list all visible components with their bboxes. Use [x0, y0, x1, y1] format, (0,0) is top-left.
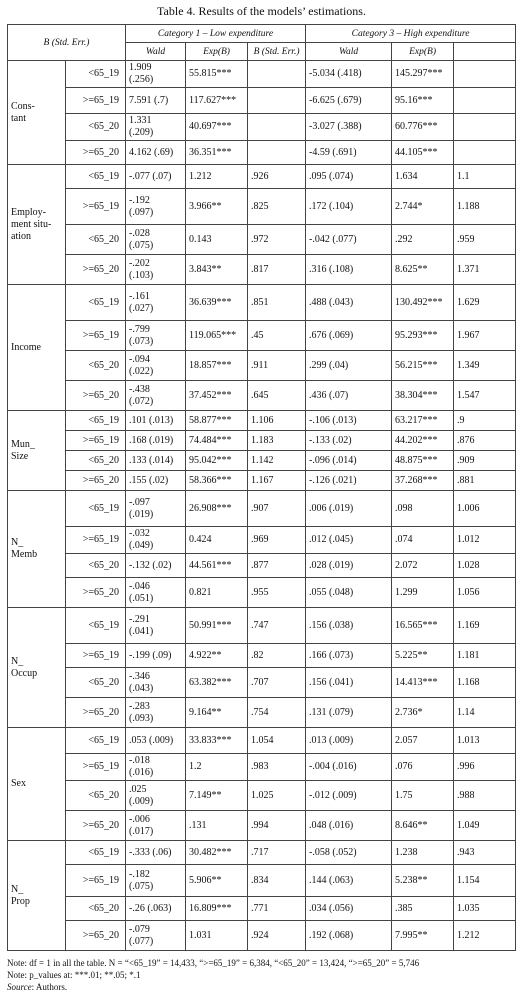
- variable-name: Income: [8, 285, 66, 411]
- table-cell: [248, 88, 306, 114]
- category3-header: Category 3 – High expenditure: [306, 25, 516, 43]
- table-cell: 119.065***: [186, 321, 248, 351]
- table-cell: 16.565***: [392, 608, 454, 644]
- table-cell: 26.908***: [186, 491, 248, 527]
- table-cell: 5.906**: [186, 865, 248, 897]
- table-cell: .192 (.068): [306, 921, 392, 951]
- table-cell: -.012 (.009): [306, 781, 392, 811]
- group-label: <65_19: [66, 165, 126, 189]
- table-cell: 55.815***: [186, 61, 248, 88]
- table-cell: 1.028: [454, 554, 516, 578]
- table-cell: 44.561***: [186, 554, 248, 578]
- table-row: [8, 114, 516, 141]
- table-cell: [248, 141, 306, 165]
- table-cell: .881: [454, 471, 516, 491]
- table-cell: 30.482***: [186, 841, 248, 865]
- group-label: <65_20: [66, 897, 126, 921]
- table-cell: .747: [248, 608, 306, 644]
- table-cell: 1.14: [454, 698, 516, 728]
- table-cell: .82: [248, 644, 306, 668]
- table-row: [8, 897, 516, 921]
- table-cell: .012 (.045): [306, 527, 392, 554]
- table-cell: 0.143: [186, 225, 248, 255]
- table-cell: 1.035: [454, 897, 516, 921]
- table-cell: -.291 (.041): [126, 608, 186, 644]
- table-cell: -.097 (.019): [126, 491, 186, 527]
- table-cell: .098: [392, 491, 454, 527]
- table-cell: -.004 (.016): [306, 754, 392, 781]
- table-cell: 8.646**: [392, 811, 454, 841]
- category1-header: Category 1 – Low expenditure: [126, 25, 306, 43]
- table-cell: 1.634: [392, 165, 454, 189]
- table-cell: .156 (.038): [306, 608, 392, 644]
- table-cell: .834: [248, 865, 306, 897]
- table-cell: -4.59 (.691): [306, 141, 392, 165]
- table-row: [8, 578, 516, 608]
- table-cell: .074: [392, 527, 454, 554]
- table-cell: -.094 (.022): [126, 351, 186, 381]
- table-cell: -.042 (.077): [306, 225, 392, 255]
- table-row: [8, 668, 516, 698]
- group-label: >=65_20: [66, 578, 126, 608]
- table-cell: -.161 (.027): [126, 285, 186, 321]
- table-row: [8, 411, 516, 431]
- group-label: >=65_19: [66, 88, 126, 114]
- notes: [7, 957, 523, 993]
- table-cell: .144 (.063): [306, 865, 392, 897]
- table-row: [8, 381, 516, 411]
- table-cell: .034 (.056): [306, 897, 392, 921]
- table-cell: 1.168: [454, 668, 516, 698]
- table-cell: [454, 114, 516, 141]
- group-label: <65_19: [66, 491, 126, 527]
- table-cell: 37.268***: [392, 471, 454, 491]
- table-cell: 1.967: [454, 321, 516, 351]
- table-cell: 1.006: [454, 491, 516, 527]
- source-label: Source: [7, 982, 32, 992]
- group-label: >=65_20: [66, 255, 126, 285]
- table-cell: 1.547: [454, 381, 516, 411]
- table-cell: .771: [248, 897, 306, 921]
- table-cell: .754: [248, 698, 306, 728]
- table-cell: [454, 61, 516, 88]
- table-cell: -.133 (.02): [306, 431, 392, 451]
- table-row: [8, 431, 516, 451]
- table-cell: 38.304***: [392, 381, 454, 411]
- table-cell: 1.75: [392, 781, 454, 811]
- table-cell: .131: [186, 811, 248, 841]
- table-cell: .299 (.04): [306, 351, 392, 381]
- table-cell: -.202 (.103): [126, 255, 186, 285]
- col-expb-3: Exp(B): [392, 43, 454, 61]
- group-label: >=65_20: [66, 811, 126, 841]
- table-cell: 18.857***: [186, 351, 248, 381]
- group-label: <65_20: [66, 351, 126, 381]
- table-cell: -5.034 (.418): [306, 61, 392, 88]
- group-label: >=65_19: [66, 865, 126, 897]
- group-label: >=65_19: [66, 431, 126, 451]
- table-cell: .851: [248, 285, 306, 321]
- table-cell: .877: [248, 554, 306, 578]
- table-cell: .924: [248, 921, 306, 951]
- table-row: [8, 255, 516, 285]
- table-cell: .156 (.041): [306, 668, 392, 698]
- table-cell: -.096 (.014): [306, 451, 392, 471]
- table-cell: 1.629: [454, 285, 516, 321]
- table-row: [8, 754, 516, 781]
- table-row: [8, 527, 516, 554]
- table-cell: 3.843**: [186, 255, 248, 285]
- group-label: >=65_19: [66, 754, 126, 781]
- group-label: >=65_20: [66, 698, 126, 728]
- table-cell: 2.744*: [392, 189, 454, 225]
- table-cell: 2.072: [392, 554, 454, 578]
- table-cell: .717: [248, 841, 306, 865]
- table-cell: 1.1: [454, 165, 516, 189]
- group-label: <65_20: [66, 114, 126, 141]
- table-cell: -.346 (.043): [126, 668, 186, 698]
- table-cell: 1.2: [186, 754, 248, 781]
- table-cell: 2.736*: [392, 698, 454, 728]
- table-cell: 1.188: [454, 189, 516, 225]
- table-cell: 56.215***: [392, 351, 454, 381]
- table-cell: 1.167: [248, 471, 306, 491]
- table-cell: 36.351***: [186, 141, 248, 165]
- table-cell: 7.995**: [392, 921, 454, 951]
- table-cell: 2.057: [392, 728, 454, 754]
- col-wald-1: Wald: [126, 43, 186, 61]
- table-cell: .876: [454, 431, 516, 451]
- table-cell: 44.105***: [392, 141, 454, 165]
- table-cell: 5.238**: [392, 865, 454, 897]
- table-cell: -.058 (.052): [306, 841, 392, 865]
- table-cell: .926: [248, 165, 306, 189]
- table-row: [8, 189, 516, 225]
- group-label: <65_19: [66, 61, 126, 88]
- table-row: [8, 698, 516, 728]
- table-cell: .133 (.014): [126, 451, 186, 471]
- table-cell: 130.492***: [392, 285, 454, 321]
- table-cell: .316 (.108): [306, 255, 392, 285]
- table-cell: .907: [248, 491, 306, 527]
- table-cell: 36.639***: [186, 285, 248, 321]
- table-cell: 14.413***: [392, 668, 454, 698]
- variable-name: N_ Prop: [8, 841, 66, 951]
- table-cell: 5.225**: [392, 644, 454, 668]
- table-cell: -.333 (.06): [126, 841, 186, 865]
- table-row: [8, 781, 516, 811]
- table-cell: 1.212: [454, 921, 516, 951]
- table-cell: .676 (.069): [306, 321, 392, 351]
- variable-name: Employ- ment situ- ation: [8, 165, 66, 285]
- table-cell: .911: [248, 351, 306, 381]
- table-cell: -.106 (.013): [306, 411, 392, 431]
- table-cell: 1.181: [454, 644, 516, 668]
- table-cell: 1.212: [186, 165, 248, 189]
- table-cell: 1.056: [454, 578, 516, 608]
- table-cell: .983: [248, 754, 306, 781]
- table-cell: 9.164**: [186, 698, 248, 728]
- table-cell: 1.169: [454, 608, 516, 644]
- table-cell: .131 (.079): [306, 698, 392, 728]
- group-label: <65_19: [66, 728, 126, 754]
- table-cell: 1.371: [454, 255, 516, 285]
- table-cell: 7.591 (.7): [126, 88, 186, 114]
- table-cell: -.077 (.07): [126, 165, 186, 189]
- table-cell: 7.149**: [186, 781, 248, 811]
- note-pvalues: Note: p_values at: ***.01; **.05; *.1: [7, 970, 141, 980]
- table-cell: 0.424: [186, 527, 248, 554]
- group-label: <65_20: [66, 554, 126, 578]
- table-row: [8, 88, 516, 114]
- table-body: [8, 61, 516, 951]
- table-cell: [454, 88, 516, 114]
- table-cell: .909: [454, 451, 516, 471]
- group-label: <65_20: [66, 225, 126, 255]
- table-cell: 58.877***: [186, 411, 248, 431]
- table-cell: 44.202***: [392, 431, 454, 451]
- table-row: [8, 165, 516, 189]
- table-cell: .943: [454, 841, 516, 865]
- table-cell: -.032 (.049): [126, 527, 186, 554]
- table-cell: .095 (.074): [306, 165, 392, 189]
- table-cell: 1.183: [248, 431, 306, 451]
- group-label: <65_20: [66, 668, 126, 698]
- table-row: [8, 351, 516, 381]
- table-cell: 1.349: [454, 351, 516, 381]
- table-cell: 1.049: [454, 811, 516, 841]
- table-cell: [248, 114, 306, 141]
- table-cell: 1.142: [248, 451, 306, 471]
- table-cell: 3.966**: [186, 189, 248, 225]
- table-cell: .076: [392, 754, 454, 781]
- col-extra-3: [454, 43, 516, 61]
- table-cell: -6.625 (.679): [306, 88, 392, 114]
- table-cell: 145.297***: [392, 61, 454, 88]
- table-cell: 95.042***: [186, 451, 248, 471]
- col-bse-1: B (Std. Err.): [248, 43, 306, 61]
- table-cell: 37.452***: [186, 381, 248, 411]
- table-cell: 1.013: [454, 728, 516, 754]
- results-table: [7, 24, 516, 951]
- table-cell: -.126 (.021): [306, 471, 392, 491]
- table-cell: 1.154: [454, 865, 516, 897]
- table-cell: .825: [248, 189, 306, 225]
- table-cell: .385: [392, 897, 454, 921]
- table-cell: 1.012: [454, 527, 516, 554]
- group-label: >=65_20: [66, 921, 126, 951]
- table-cell: 33.833***: [186, 728, 248, 754]
- table-cell: .101 (.013): [126, 411, 186, 431]
- table-row: [8, 471, 516, 491]
- table-cell: 74.484***: [186, 431, 248, 451]
- group-label: >=65_19: [66, 321, 126, 351]
- group-label: <65_19: [66, 411, 126, 431]
- table-cell: -.079 (.077): [126, 921, 186, 951]
- table-cell: .013 (.009): [306, 728, 392, 754]
- group-label: >=65_19: [66, 189, 126, 225]
- table-cell: .028 (.019): [306, 554, 392, 578]
- table-cell: .9: [454, 411, 516, 431]
- variable-name: N_ Occup: [8, 608, 66, 728]
- table-cell: -.26 (.063): [126, 897, 186, 921]
- table-cell: 4.922**: [186, 644, 248, 668]
- table-row: [8, 491, 516, 527]
- table-row: [8, 61, 516, 88]
- col-wald-3: Wald: [306, 43, 392, 61]
- table-cell: .969: [248, 527, 306, 554]
- note-df: Note: df = 1 in all the table. N = “<65_19” = 14,433, “>=65_19” = 6,384, “<65_20” = 13,424, “>=65_20” = 5,746: [7, 958, 420, 968]
- table-row: [8, 285, 516, 321]
- group-label: <65_19: [66, 285, 126, 321]
- table-cell: 1.299: [392, 578, 454, 608]
- table-cell: 1.106: [248, 411, 306, 431]
- table-cell: 1.331 (.209): [126, 114, 186, 141]
- table-cell: -.283 (.093): [126, 698, 186, 728]
- table-row: [8, 841, 516, 865]
- note-source: [7, 981, 523, 993]
- group-label: <65_20: [66, 781, 126, 811]
- table-cell: .817: [248, 255, 306, 285]
- table-cell: .994: [248, 811, 306, 841]
- table-cell: 1.025: [248, 781, 306, 811]
- table-cell: -.182 (.075): [126, 865, 186, 897]
- group-label: <65_19: [66, 841, 126, 865]
- table-cell: .645: [248, 381, 306, 411]
- table-cell: .292: [392, 225, 454, 255]
- table-row: [8, 141, 516, 165]
- group-label: >=65_20: [66, 141, 126, 165]
- table-cell: 8.625**: [392, 255, 454, 285]
- group-label: <65_19: [66, 608, 126, 644]
- table-cell: 4.162 (.69): [126, 141, 186, 165]
- table-cell: 50.991***: [186, 608, 248, 644]
- table-cell: -.018 (.016): [126, 754, 186, 781]
- table-cell: 58.366***: [186, 471, 248, 491]
- table-cell: .488 (.043): [306, 285, 392, 321]
- table-row: [8, 921, 516, 951]
- table-cell: .955: [248, 578, 306, 608]
- variable-name: Sex: [8, 728, 66, 841]
- table-cell: 95.293***: [392, 321, 454, 351]
- table-cell: -3.027 (.388): [306, 114, 392, 141]
- group-label: >=65_20: [66, 471, 126, 491]
- group-label: >=65_19: [66, 527, 126, 554]
- table-title: Table 4. Results of the models’ estimations.: [157, 4, 366, 18]
- table-cell: .996: [454, 754, 516, 781]
- table-cell: -.192 (.097): [126, 189, 186, 225]
- table-cell: .025 (.009): [126, 781, 186, 811]
- table-cell: -.438 (.072): [126, 381, 186, 411]
- table-cell: .959: [454, 225, 516, 255]
- table-cell: .055 (.048): [306, 578, 392, 608]
- table-cell: 63.382***: [186, 668, 248, 698]
- table-cell: .166 (.073): [306, 644, 392, 668]
- corner-header: B (Std. Err.): [8, 25, 126, 61]
- table-row: [8, 865, 516, 897]
- table-cell: -.132 (.02): [126, 554, 186, 578]
- table-cell: 0.821: [186, 578, 248, 608]
- table-row: [8, 321, 516, 351]
- source-text: : Authors.: [31, 982, 68, 992]
- table-cell: .155 (.02): [126, 471, 186, 491]
- group-label: >=65_19: [66, 644, 126, 668]
- group-label: >=65_20: [66, 381, 126, 411]
- col-expb-1: Exp(B): [186, 43, 248, 61]
- table-cell: -.006 (.017): [126, 811, 186, 841]
- table-row: [8, 728, 516, 754]
- table-cell: [248, 61, 306, 88]
- table-cell: .048 (.016): [306, 811, 392, 841]
- table-cell: .45: [248, 321, 306, 351]
- variable-name: Mun_ Size: [8, 411, 66, 491]
- table-cell: 1.031: [186, 921, 248, 951]
- table-cell: 1.238: [392, 841, 454, 865]
- variable-name: Cons- tant: [8, 61, 66, 165]
- table-row: [8, 644, 516, 668]
- table-cell: 63.217***: [392, 411, 454, 431]
- table-row: [8, 811, 516, 841]
- table-cell: 117.627***: [186, 88, 248, 114]
- table-row: [8, 225, 516, 255]
- table-cell: -.799 (.073): [126, 321, 186, 351]
- table-row: [8, 608, 516, 644]
- table-cell: .172 (.104): [306, 189, 392, 225]
- table-cell: .053 (.009): [126, 728, 186, 754]
- table-row: [8, 451, 516, 471]
- table-cell: .436 (.07): [306, 381, 392, 411]
- table-cell: [454, 141, 516, 165]
- table-cell: .972: [248, 225, 306, 255]
- table-cell: 1.909 (.256): [126, 61, 186, 88]
- table-cell: .988: [454, 781, 516, 811]
- table-cell: 60.776***: [392, 114, 454, 141]
- table-cell: 48.875***: [392, 451, 454, 471]
- table-cell: -.028 (.075): [126, 225, 186, 255]
- variable-name: N_ Memb: [8, 491, 66, 608]
- table-cell: 40.697***: [186, 114, 248, 141]
- table-cell: -.046 (.051): [126, 578, 186, 608]
- table-cell: 95.16***: [392, 88, 454, 114]
- table-cell: 16.809***: [186, 897, 248, 921]
- table-cell: 1.054: [248, 728, 306, 754]
- table-cell: .006 (.019): [306, 491, 392, 527]
- table-cell: .707: [248, 668, 306, 698]
- group-label: <65_20: [66, 451, 126, 471]
- table-cell: .168 (.019): [126, 431, 186, 451]
- table-row: [8, 554, 516, 578]
- table-cell: -.199 (.09): [126, 644, 186, 668]
